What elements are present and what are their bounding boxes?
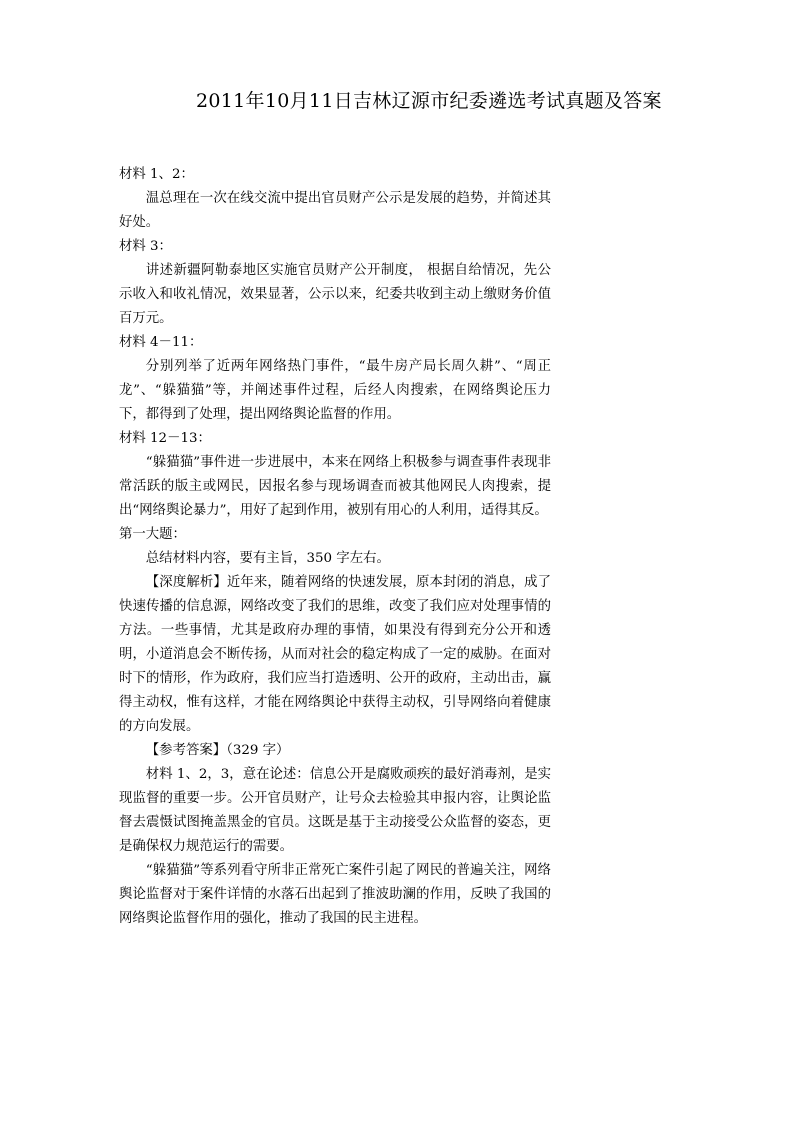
section-heading: 材料 3：: [119, 239, 172, 254]
paragraph: 讲述新疆阿勒泰地区实施官员财产公开制度， 根据自给情况，先公示收入和收礼情况，效果显著，公示以来，纪委共收到主动上缴财务价值百万元。: [119, 263, 551, 326]
document-body: [119, 163, 551, 931]
analysis-paragraph: 【深度解析】近年来，随着网络的快速发展，原本封闭的消息，成了快速传播的信息源，网络改变了我们的思维，改变了我们应对处理事情的方法。一些事情，尤其是政府办理的事情，如果没有得到充分公开和透明，小道消息会不断传扬，从而对社会的稳定构成了一定的威胁。在面对时下的情形，作为政府，我们应当打造透明、公开的政府，主动出击，赢得主动权，惟有这样，才能在网络舆论中获得主动权，引导网络向着健康的方向发展。: [119, 575, 551, 734]
question-heading: 第一大题：: [119, 527, 186, 542]
section-heading: 材料 4－11：: [119, 335, 203, 350]
question-prompt: 总结材料内容，要有主旨，350 字左右。: [145, 551, 390, 566]
paragraph: 温总理在一次在线交流中提出官员财产公示是发展的趋势，并简述其好处。: [119, 191, 551, 230]
section-heading: 材料 1、2：: [119, 167, 194, 182]
answer-paragraph: 材料 1、2，3，意在论述：信息公开是腐败顽疾的最好消毒剂，是实现监督的重要一步。公开官员财产，让号众去检验其申报内容，让舆论监督去震慑试图掩盖黑金的官员。这既是基于主动接受公众监督的姿态，更是确保权力规范运行的需要。: [119, 767, 551, 854]
paragraph: 分别列举了近两年网络热门事件，“最牛房产局长周久耕”、“周正龙”、“躲猫猫”等，并阐述事件过程，后经人肉搜索，在网络舆论压力下，都得到了处理，提出网络舆论监督的作用。: [119, 359, 551, 422]
answer-paragraph: “躲猫猫”等系列看守所非正常死亡案件引起了网民的普遍关注，网络舆论监督对于案件详情的水落石出起到了推波助澜的作用，反映了我国的网络舆论监督作用的强化，推动了我国的民主进程。: [119, 863, 551, 926]
answer-heading: 【参考答案】（329 字）: [145, 743, 290, 758]
document-title: 2011年10月11日吉林辽源市纪委遴选考试真题及答案: [196, 90, 662, 112]
section-heading: 材料 12－13：: [119, 431, 211, 446]
paragraph: “躲猫猫”事件进一步进展中，本来在网络上积极参与调查事件表现非常活跃的版主或网民，因报名参与现场调查而被其他网民人肉搜索，提出“网络舆论暴力”，用好了起到作用，被别有用心的人利用，适得其反。: [119, 455, 551, 518]
